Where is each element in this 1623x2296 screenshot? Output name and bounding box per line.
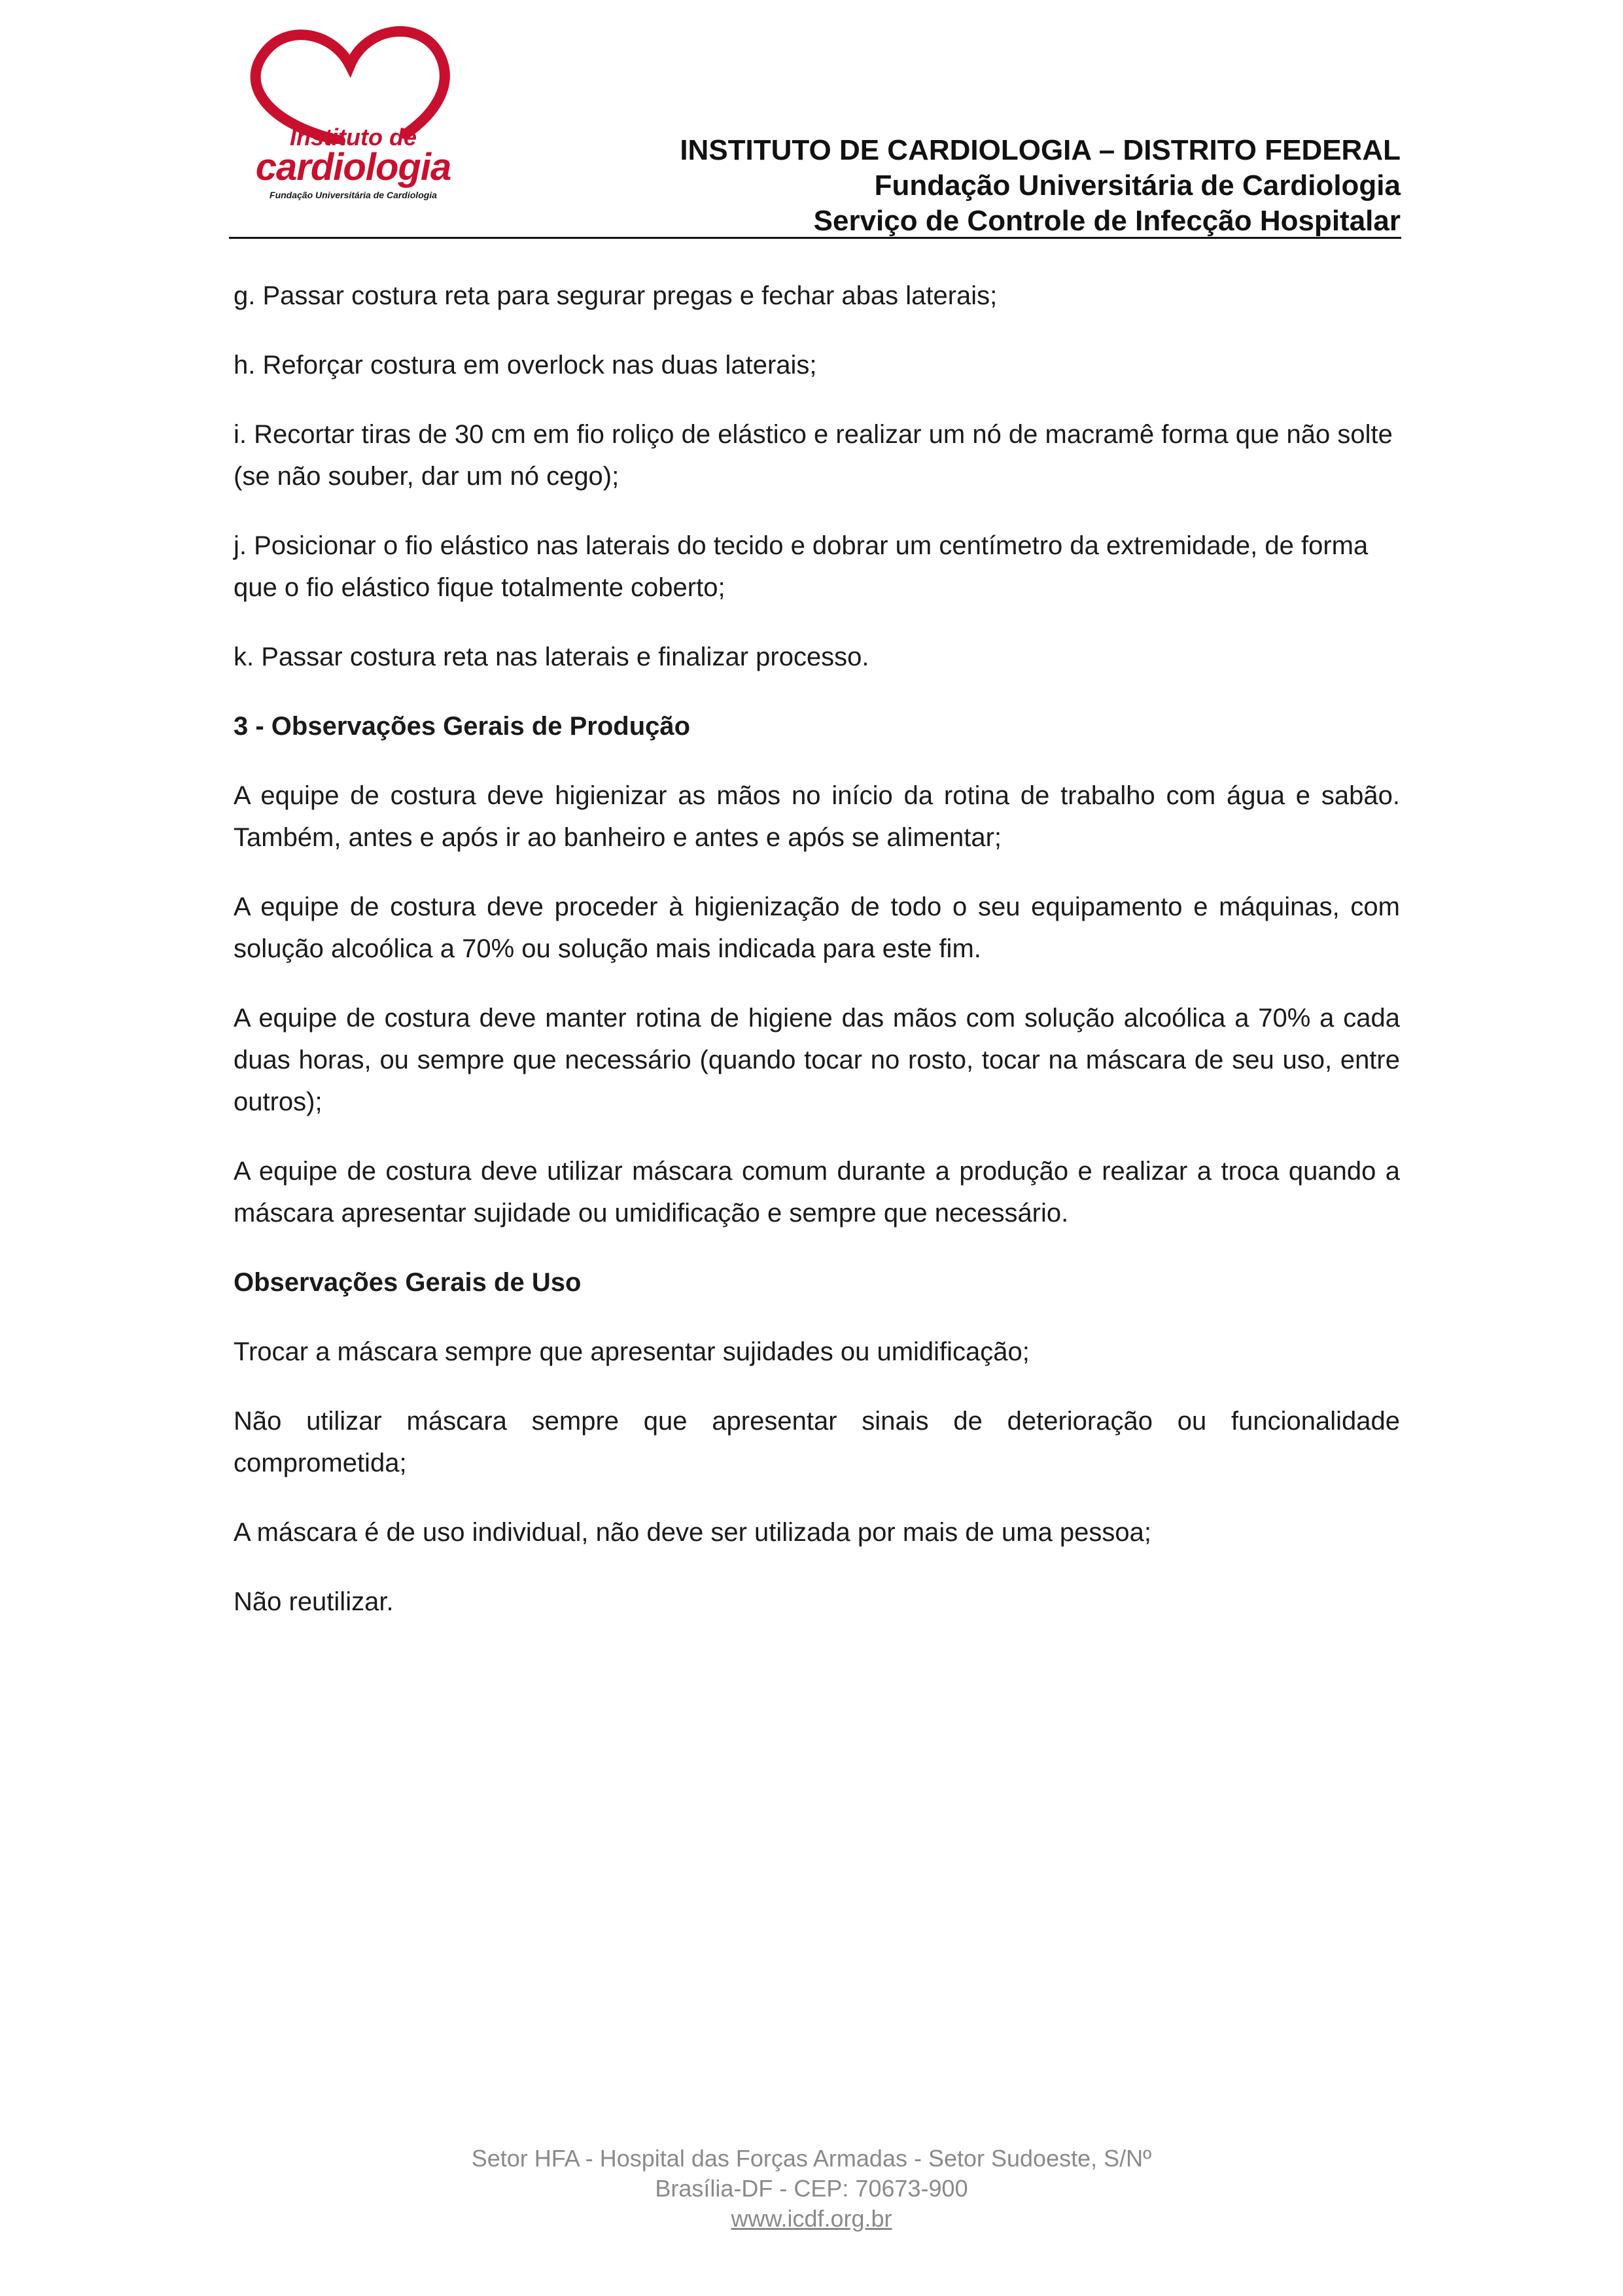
production-paragraph: A equipe de costura deve manter rotina de higiene das mãos com solução alcoólica a 70% a cada duas horas, ou sempre que necessário (quando tocar no rosto, tocar na máscara de seu uso, entre outros); <box>234 1004 1400 1116</box>
usage-paragraph: Trocar a máscara sempre que apresentar sujidades ou umidificação; <box>234 1337 1030 1366</box>
document-body <box>234 275 1400 1650</box>
header-foundation: Fundação Universitária de Cardiologia <box>874 169 1401 202</box>
logo <box>242 26 458 200</box>
step-h: h. Reforçar costura em overlock nas duas laterais; <box>234 351 817 380</box>
header-institute: INSTITUTO DE CARDIOLOGIA – DISTRITO FEDERAL <box>680 134 1401 166</box>
usage-paragraph: Não utilizar máscara sempre que apresentar sinais de deterioração ou funcionalidade comprometida; <box>234 1407 1400 1477</box>
step-i: i. Recortar tiras de 30 cm em fio roliço de elástico e realizar um nó de macramê forma que não solte (se não souber, dar um nó cego); <box>234 420 1393 491</box>
logo-text-instituto: Instituto de <box>290 124 417 150</box>
production-paragraph: A equipe de costura deve utilizar máscara comum durante a produção e realizar a troca quando a máscara apresentar sujidade ou umidificação e sempre que necessário. <box>234 1157 1400 1227</box>
header-title-block <box>680 133 1401 239</box>
production-heading: 3 - Observações Gerais de Produção <box>234 712 691 741</box>
usage-paragraph: A máscara é de uso individual, não deve ser utilizada por mais de uma pessoa; <box>234 1518 1152 1547</box>
production-paragraph: A equipe de costura deve higienizar as mãos no início da rotina de trabalho com água e sabão. Também, antes e após ir ao banheiro e antes e após se alimentar; <box>234 781 1400 852</box>
header-divider <box>229 237 1401 239</box>
usage-heading: Observações Gerais de Uso <box>234 1268 582 1297</box>
footer-address: Setor HFA - Hospital das Forças Armadas - Setor Sudoeste, S/Nº <box>471 2145 1152 2172</box>
step-j: j. Posicionar o fio elástico nas laterais do tecido e dobrar um centímetro da extremidade, de forma que o fio elástico fique totalmente coberto; <box>234 531 1369 602</box>
footer-website-link[interactable]: www.icdf.org.br <box>731 2205 892 2232</box>
usage-paragraph: Não reutilizar. <box>234 1587 394 1616</box>
production-paragraph: A equipe de costura deve proceder à higienização de todo o seu equipamento e máquinas, com solução alcoólica a 70% ou solução mais indicada para este fim. <box>234 892 1400 963</box>
header-service: Serviço de Controle de Infecção Hospitalar <box>813 205 1401 237</box>
footer-city: Brasília-DF - CEP: 70673-900 <box>655 2175 968 2202</box>
step-k: k. Passar costura reta nas laterais e finalizar processo. <box>234 643 869 671</box>
logo-text-cardiologia: cardiologia <box>255 146 451 188</box>
footer <box>0 2144 1623 2234</box>
logo-text-fundacao: Fundação Universitária de Cardiologia <box>270 190 437 200</box>
step-g: g. Passar costura reta para segurar pregas e fechar abas laterais; <box>234 281 998 310</box>
